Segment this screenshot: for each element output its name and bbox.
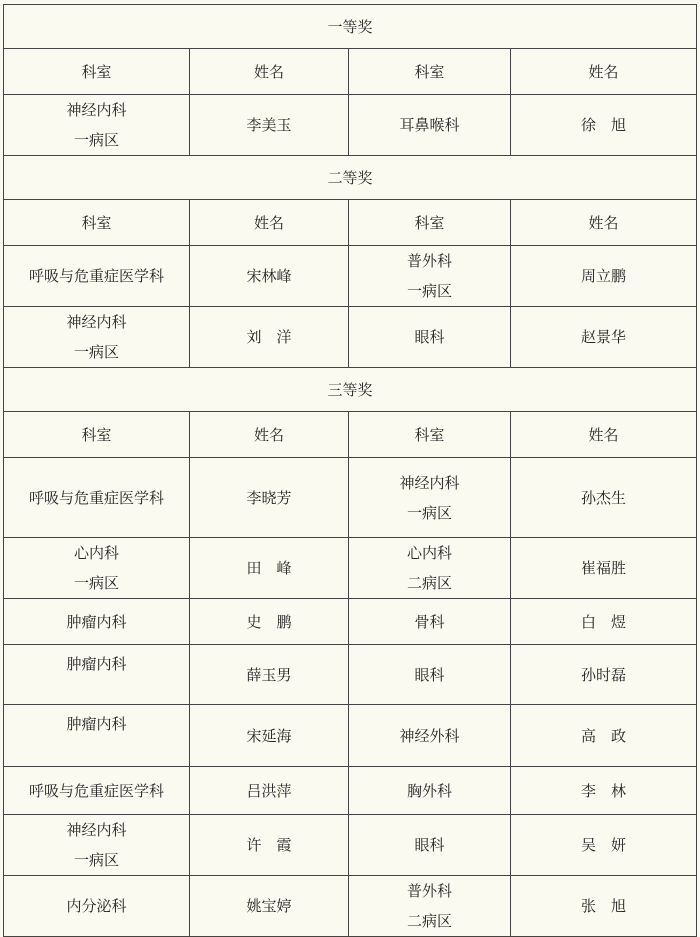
table-row [4,599,697,645]
department-line: 呼吸与危重症医学科 [28,488,164,507]
header-name: 姓名 [190,412,349,458]
column-header-row [4,412,697,458]
header-department: 科室 [349,412,511,458]
department-line: 普外科 [406,252,452,270]
winner-name-cell: 徐 旭 [511,95,697,156]
department-cell [4,95,190,156]
award-level-title: 三等奖 [4,368,697,412]
department-cell [349,246,511,307]
table-row [4,705,697,767]
header-department: 科室 [4,200,190,246]
awards-table [3,4,697,937]
table-row [4,95,697,156]
department-cell [4,705,190,767]
department-cell [349,645,511,705]
department-line: 一病区 [73,343,119,361]
department-line: 眼科 [414,665,445,684]
department-line: 一病区 [406,282,452,300]
department-line: 心内科 [406,544,452,562]
department-line: 骨科 [414,612,445,631]
department-line: 呼吸与危重症医学科 [28,267,164,285]
winner-name-cell: 吕洪萍 [190,767,349,815]
winner-name-cell: 张 旭 [511,876,697,937]
award-level-title: 一等奖 [4,5,697,49]
header-name: 姓名 [511,200,697,246]
table-row [4,458,697,538]
table-row [4,307,697,368]
winner-name-cell: 姚宝婷 [190,876,349,937]
winner-name-cell: 孙时磊 [511,645,697,705]
winner-name-cell: 孙杰生 [511,458,697,538]
department-line: 肿瘤内科 [66,715,127,733]
department-line: 一病区 [73,131,119,149]
department-line: 一病区 [406,503,452,522]
header-name: 姓名 [190,200,349,246]
winner-name-cell: 李美玉 [190,95,349,156]
table-row [4,767,697,815]
header-name: 姓名 [190,49,349,95]
department-cell [349,767,511,815]
department-cell [4,876,190,937]
winner-name-cell: 周立鹏 [511,246,697,307]
department-cell [4,815,190,876]
department-line: 神经内科 [399,473,460,492]
department-line: 二病区 [406,574,452,592]
department-cell [4,767,190,815]
department-line: 二病区 [406,912,452,930]
department-cell [4,307,190,368]
winner-name-cell: 许 霞 [190,815,349,876]
department-cell [4,645,190,705]
department-cell [349,458,511,538]
award-title-row [4,368,697,412]
winner-name-cell: 赵景华 [511,307,697,368]
award-title-row [4,156,697,200]
winner-name-cell: 田 峰 [190,538,349,599]
department-line: 呼吸与危重症医学科 [28,781,164,800]
department-cell [349,95,511,156]
header-name: 姓名 [511,412,697,458]
table-row [4,815,697,876]
header-department: 科室 [4,49,190,95]
table-row [4,645,697,705]
department-line: 眼科 [414,836,445,854]
table-row [4,246,697,307]
department-cell [4,538,190,599]
table-row [4,538,697,599]
winner-name-cell: 宋林峰 [190,246,349,307]
department-line: 神经内科 [66,101,127,119]
department-line: 胸外科 [406,781,452,800]
winner-name-cell: 宋延海 [190,705,349,767]
winner-name-cell: 薛玉男 [190,645,349,705]
award-level-title: 二等奖 [4,156,697,200]
department-line: 一病区 [73,851,119,869]
department-cell [349,538,511,599]
department-cell [349,705,511,767]
department-line: 一病区 [73,574,119,592]
header-department: 科室 [349,200,511,246]
department-line: 内分泌科 [66,897,127,915]
department-line: 普外科 [406,882,452,900]
column-header-row [4,49,697,95]
department-line: 心内科 [73,544,119,562]
header-department: 科室 [349,49,511,95]
department-cell [4,599,190,645]
winner-name-cell: 高 政 [511,705,697,767]
department-line: 肿瘤内科 [66,655,127,673]
award-title-row [4,5,697,49]
department-cell [349,307,511,368]
header-name: 姓名 [511,49,697,95]
winner-name-cell: 史 鹏 [190,599,349,645]
winner-name-cell: 崔福胜 [511,538,697,599]
column-header-row [4,200,697,246]
header-department: 科室 [4,412,190,458]
department-line: 神经外科 [399,726,460,745]
winner-name-cell: 吴 妍 [511,815,697,876]
winner-name-cell: 李 林 [511,767,697,815]
department-line: 神经内科 [66,821,127,839]
department-cell [349,599,511,645]
department-line: 耳鼻喉科 [399,116,460,134]
department-cell [4,246,190,307]
winner-name-cell: 李晓芳 [190,458,349,538]
winner-name-cell: 刘 洋 [190,307,349,368]
department-cell [349,876,511,937]
table-row [4,876,697,937]
department-cell [349,815,511,876]
department-line: 眼科 [414,328,445,346]
department-line: 神经内科 [66,313,127,331]
winner-name-cell: 白 煜 [511,599,697,645]
department-cell [4,458,190,538]
department-line: 肿瘤内科 [66,612,127,631]
